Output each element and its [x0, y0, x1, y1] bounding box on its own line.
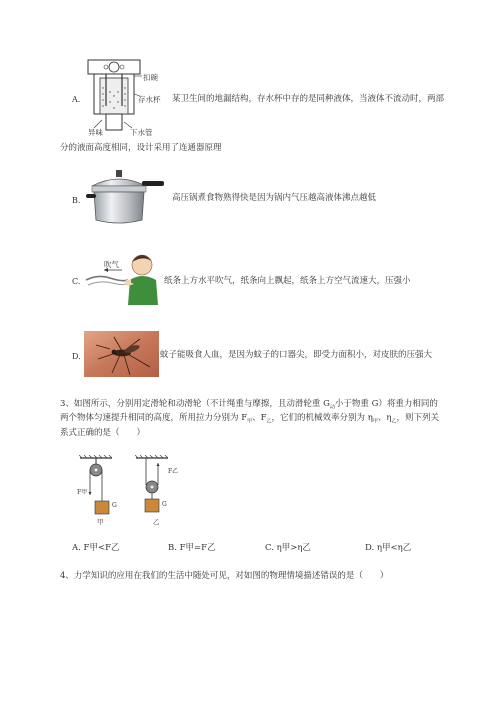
q3-choice-a: A. F甲<F乙	[72, 543, 120, 553]
boy-blowing-paper-image	[84, 250, 160, 305]
q3-choice-c: C. η甲>η乙	[265, 543, 311, 553]
q3-line3: 系式正确的是（ ）	[60, 428, 146, 438]
q3-line1: 3、如图所示，分别用定滑轮和动滑轮（不计绳重与摩擦，且动滑轮重 $G_动$小于物重 G）将重力相同的	[60, 399, 438, 411]
option-b-text: 高压锅煮食物熟得快是因为锅内气压越高液体沸点越低	[172, 193, 377, 203]
pressure-cooker-image	[86, 168, 166, 230]
option-a-text-line1: 某卫生间的地漏结构，存水杯中存的是同种液体，当液体不流动时，两部	[172, 94, 445, 104]
label-pipe: 下水管	[130, 128, 153, 137]
q3-choice-b: B. F甲=F乙	[168, 543, 216, 553]
label-f-right: F乙	[168, 468, 179, 475]
label-blow: 吹气	[104, 260, 119, 269]
label-g-left: G	[112, 502, 117, 509]
label-f-left: F甲	[77, 489, 88, 496]
q4-line1: 4、力学知识的应用在我们的生活中随处可见，对如图的物理情境描述错误的是（ ）	[60, 571, 389, 581]
option-c-text: 纸条上方水平吹气，纸条向上飘起，纸条上方空气流速大，压强小	[164, 276, 411, 286]
option-d-text: 蚊子能吸食人血，是因为蚊子的口器尖，即受力面积小，对皮肤的压强大	[160, 350, 433, 360]
mosquito-image	[84, 331, 159, 377]
option-b-letter: B.	[72, 196, 81, 205]
q3-line2: 两个物体匀速提升相同的高度，所用拉力分别为 $F_甲$、$F_乙$，它们的机械效率分别为 $\eta_甲$、$\eta_乙$，则下列关	[60, 413, 439, 425]
option-d-letter: D.	[72, 352, 81, 361]
label-name-right: 乙	[153, 518, 160, 526]
option-a-text-line2: 分的液面高度相同，设计采用了连通器原理	[60, 143, 222, 153]
label-cup: 存水杯	[138, 95, 161, 104]
label-smell: 异味	[88, 128, 103, 137]
option-a-letter: A.	[72, 95, 81, 104]
option-c-letter: C.	[72, 277, 81, 286]
label-name-left: 甲	[97, 518, 104, 526]
label-bowl: 扣碗	[143, 73, 158, 82]
q3-choice-d: D. η甲<η乙	[365, 543, 412, 553]
label-g-right: G	[162, 501, 167, 508]
